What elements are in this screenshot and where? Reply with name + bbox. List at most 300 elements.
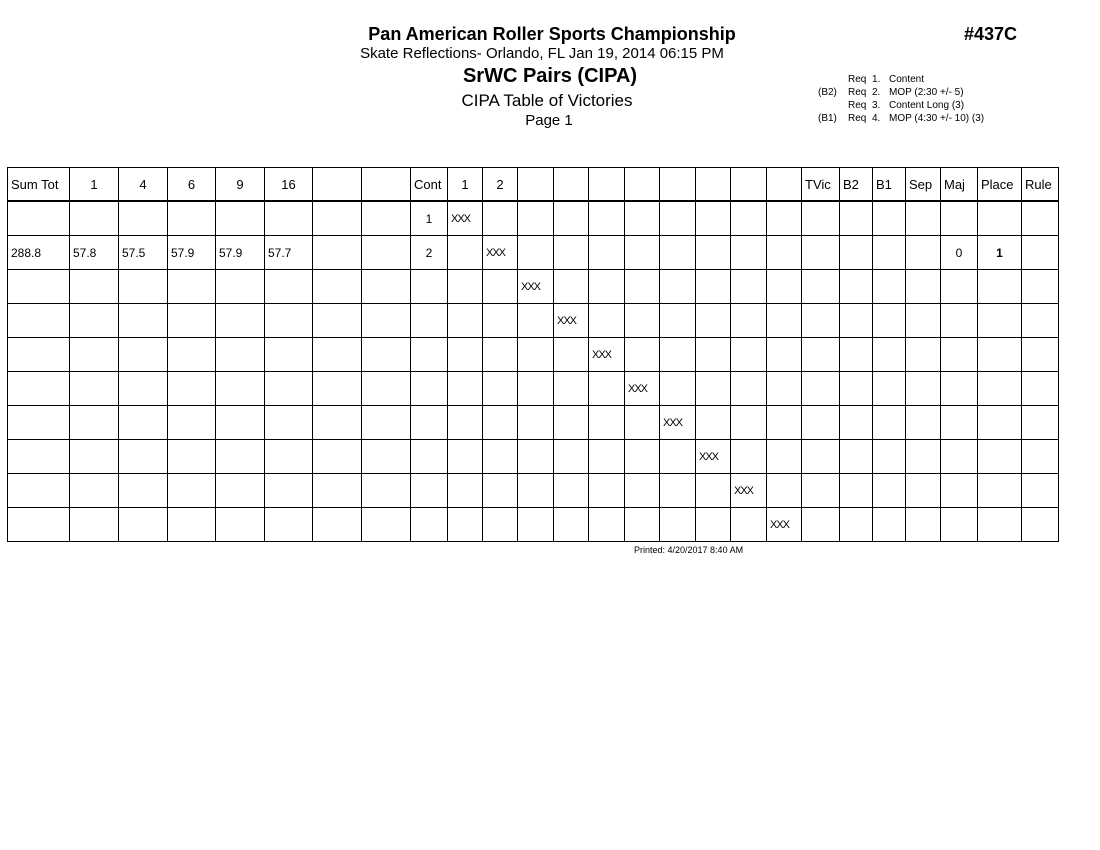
table-cell xyxy=(625,406,660,440)
place-cell xyxy=(978,372,1022,406)
table-cell xyxy=(660,474,696,508)
table-cell xyxy=(589,304,625,338)
requirements-legend xyxy=(818,73,984,125)
table-cell xyxy=(660,236,696,270)
column-header: Sum Tot xyxy=(8,168,70,202)
judge-score-cell xyxy=(168,372,216,406)
requirement-row xyxy=(818,73,984,86)
table-cell xyxy=(554,236,589,270)
place-cell xyxy=(978,201,1022,236)
contestant-cell xyxy=(411,440,448,474)
table-row xyxy=(8,406,1059,440)
table-cell xyxy=(906,270,941,304)
table-cell xyxy=(906,236,941,270)
printed-timestamp: Printed: 4/20/2017 8:40 AM xyxy=(634,545,744,555)
table-cell xyxy=(1022,304,1059,338)
table-cell xyxy=(767,440,802,474)
sum-total-cell xyxy=(8,338,70,372)
table-cell xyxy=(1022,201,1059,236)
judge-score-cell xyxy=(168,440,216,474)
table-cell xyxy=(696,304,731,338)
table-cell xyxy=(731,508,767,542)
judge-score-cell xyxy=(119,372,168,406)
table-cell xyxy=(589,372,625,406)
table-cell xyxy=(731,440,767,474)
place-cell xyxy=(978,508,1022,542)
table-cell xyxy=(518,440,554,474)
table-cell xyxy=(873,372,906,406)
table-cell xyxy=(906,338,941,372)
table-cell xyxy=(802,270,840,304)
cross-mark-cell: XXX xyxy=(518,270,554,304)
table-cell xyxy=(554,440,589,474)
table-cell xyxy=(660,338,696,372)
majority-cell xyxy=(941,201,978,236)
column-header: 1 xyxy=(448,168,483,202)
column-header: Place xyxy=(978,168,1022,202)
table-cell xyxy=(518,474,554,508)
table-cell xyxy=(448,406,483,440)
table-cell xyxy=(483,406,518,440)
column-header: Sep xyxy=(906,168,941,202)
table-cell xyxy=(873,508,906,542)
table-cell xyxy=(660,201,696,236)
table-cell xyxy=(840,236,873,270)
requirement-code: (B1) xyxy=(818,113,837,124)
table-cell xyxy=(660,304,696,338)
table-cell xyxy=(840,372,873,406)
table-cell xyxy=(362,338,411,372)
table-cell xyxy=(313,338,362,372)
table-cell xyxy=(518,338,554,372)
table-cell xyxy=(906,508,941,542)
table-cell xyxy=(696,201,731,236)
table-cell xyxy=(767,406,802,440)
table-cell xyxy=(873,338,906,372)
judge-score-cell xyxy=(265,201,313,236)
table-cell xyxy=(906,201,941,236)
cross-mark-cell: XXX xyxy=(589,338,625,372)
table-cell xyxy=(554,474,589,508)
table-cell xyxy=(448,440,483,474)
majority-cell xyxy=(941,304,978,338)
table-cell xyxy=(873,304,906,338)
column-header: 1 xyxy=(70,168,119,202)
table-cell xyxy=(906,304,941,338)
majority-cell: 0 xyxy=(941,236,978,270)
sum-total-cell xyxy=(8,270,70,304)
judge-score-cell: 57.5 xyxy=(119,236,168,270)
table-cell xyxy=(840,270,873,304)
judge-score-cell: 57.9 xyxy=(168,236,216,270)
judge-score-cell xyxy=(168,304,216,338)
table-row xyxy=(8,372,1059,406)
place-cell xyxy=(978,474,1022,508)
requirement-code xyxy=(818,73,848,86)
table-cell xyxy=(625,508,660,542)
table-cell xyxy=(448,270,483,304)
column-header: B2 xyxy=(840,168,873,202)
judge-score-cell xyxy=(168,406,216,440)
table-cell xyxy=(1022,406,1059,440)
column-header: Rule xyxy=(1022,168,1059,202)
table-row xyxy=(8,338,1059,372)
column-header xyxy=(589,168,625,202)
table-cell xyxy=(362,304,411,338)
table-cell xyxy=(696,508,731,542)
table-cell xyxy=(731,236,767,270)
table-cell xyxy=(483,304,518,338)
table-cell xyxy=(696,406,731,440)
table-cell xyxy=(554,372,589,406)
table-cell xyxy=(767,270,802,304)
cross-mark-cell: XXX xyxy=(731,474,767,508)
requirement-label: Req xyxy=(848,87,867,98)
column-header: 6 xyxy=(168,168,216,202)
table-cell xyxy=(448,508,483,542)
table-cell xyxy=(448,236,483,270)
table-cell xyxy=(840,406,873,440)
judge-score-cell xyxy=(168,508,216,542)
table-cell xyxy=(873,474,906,508)
sum-total-cell: 288.8 xyxy=(8,236,70,270)
judge-score-cell xyxy=(70,338,119,372)
table-cell xyxy=(362,474,411,508)
requirement-code: (B2) xyxy=(818,87,837,98)
table-cell xyxy=(660,440,696,474)
requirement-row xyxy=(818,112,984,125)
table-cell xyxy=(1022,372,1059,406)
table-cell xyxy=(731,304,767,338)
table-cell xyxy=(767,201,802,236)
column-header xyxy=(767,168,802,202)
table-cell xyxy=(362,440,411,474)
table-cell xyxy=(802,338,840,372)
table-cell xyxy=(802,508,840,542)
cross-mark-cell: XXX xyxy=(696,440,731,474)
contestant-cell xyxy=(411,304,448,338)
table-cell xyxy=(906,474,941,508)
judge-score-cell xyxy=(70,304,119,338)
report-subtitle: CIPA Table of Victories xyxy=(461,91,633,110)
requirement-code xyxy=(818,99,848,112)
table-cell xyxy=(1022,338,1059,372)
column-header: Cont xyxy=(411,168,448,202)
table-cell xyxy=(554,270,589,304)
judge-score-cell: 57.7 xyxy=(265,236,313,270)
table-cell xyxy=(554,201,589,236)
cross-mark-cell: XXX xyxy=(483,236,518,270)
venue-line: Skate Reflections- Orlando, FL Jan 19, 2014 06:15 PM xyxy=(360,45,724,62)
majority-cell xyxy=(941,406,978,440)
column-header: 9 xyxy=(216,168,265,202)
contestant-cell xyxy=(411,474,448,508)
place-cell xyxy=(978,338,1022,372)
table-cell xyxy=(802,201,840,236)
table-cell xyxy=(873,236,906,270)
majority-cell xyxy=(941,270,978,304)
table-row xyxy=(8,304,1059,338)
contestant-cell xyxy=(411,338,448,372)
table-cell xyxy=(362,406,411,440)
table-header-row xyxy=(8,168,1059,202)
judge-score-cell xyxy=(265,406,313,440)
requirement-text: Content xyxy=(889,74,925,85)
requirement-row xyxy=(818,99,984,112)
table-cell xyxy=(518,508,554,542)
table-cell xyxy=(625,474,660,508)
table-cell xyxy=(625,440,660,474)
table-cell xyxy=(696,236,731,270)
table-cell xyxy=(731,372,767,406)
column-header xyxy=(554,168,589,202)
sum-total-cell xyxy=(8,406,70,440)
event-title: SrWC Pairs (CIPA) xyxy=(462,65,638,87)
judge-score-cell xyxy=(216,474,265,508)
table-cell xyxy=(625,270,660,304)
sum-total-cell xyxy=(8,372,70,406)
sum-total-cell xyxy=(8,201,70,236)
requirement-number: 4. xyxy=(872,113,881,124)
table-cell xyxy=(362,508,411,542)
table-cell xyxy=(767,236,802,270)
column-header xyxy=(660,168,696,202)
contestant-cell xyxy=(411,406,448,440)
table-cell xyxy=(802,236,840,270)
table-cell xyxy=(660,372,696,406)
judge-score-cell xyxy=(70,508,119,542)
table-cell xyxy=(483,372,518,406)
requirement-number: 2. xyxy=(872,87,881,98)
table-cell xyxy=(1022,508,1059,542)
table-cell xyxy=(448,372,483,406)
table-cell xyxy=(802,372,840,406)
requirement-label: Req xyxy=(848,113,867,124)
judge-score-cell xyxy=(265,270,313,304)
table-cell xyxy=(362,236,411,270)
table-cell xyxy=(313,236,362,270)
sheet-number: #437C xyxy=(964,24,1018,44)
table-cell xyxy=(625,338,660,372)
judge-score-cell xyxy=(216,372,265,406)
judge-score-cell: 57.9 xyxy=(216,236,265,270)
table-cell xyxy=(448,338,483,372)
table-cell xyxy=(767,372,802,406)
judge-score-cell xyxy=(216,304,265,338)
judge-score-cell xyxy=(216,406,265,440)
table-cell xyxy=(313,440,362,474)
table-cell xyxy=(873,406,906,440)
majority-cell xyxy=(941,372,978,406)
table-cell xyxy=(840,440,873,474)
column-header xyxy=(518,168,554,202)
cross-mark-cell: XXX xyxy=(448,201,483,236)
column-header xyxy=(313,168,362,202)
judge-score-cell xyxy=(216,338,265,372)
table-cell xyxy=(362,270,411,304)
column-header: 4 xyxy=(119,168,168,202)
contestant-cell xyxy=(411,508,448,542)
table-cell xyxy=(873,201,906,236)
table-cell xyxy=(362,372,411,406)
table-cell xyxy=(767,474,802,508)
table-cell xyxy=(873,270,906,304)
table-cell xyxy=(840,508,873,542)
judge-score-cell xyxy=(119,304,168,338)
judge-score-cell xyxy=(119,440,168,474)
table-cell xyxy=(840,338,873,372)
majority-cell xyxy=(941,474,978,508)
table-cell xyxy=(696,372,731,406)
table-cell xyxy=(313,270,362,304)
table-cell xyxy=(554,338,589,372)
table-cell xyxy=(696,338,731,372)
table-cell xyxy=(731,338,767,372)
column-header xyxy=(625,168,660,202)
table-cell xyxy=(802,406,840,440)
table-cell xyxy=(518,372,554,406)
judge-score-cell xyxy=(70,440,119,474)
column-header xyxy=(696,168,731,202)
requirement-label: Req xyxy=(848,100,867,111)
judge-score-cell xyxy=(119,474,168,508)
table-cell xyxy=(731,201,767,236)
judge-score-cell xyxy=(70,372,119,406)
sum-total-cell xyxy=(8,474,70,508)
cross-mark-cell: XXX xyxy=(625,372,660,406)
table-cell xyxy=(906,406,941,440)
table-cell xyxy=(840,304,873,338)
judge-score-cell xyxy=(265,440,313,474)
table-cell xyxy=(696,474,731,508)
table-cell xyxy=(802,304,840,338)
table-cell xyxy=(589,508,625,542)
table-row xyxy=(8,236,1059,270)
victories-table xyxy=(7,167,1059,542)
table-cell xyxy=(554,406,589,440)
table-row xyxy=(8,201,1059,236)
table-cell xyxy=(660,508,696,542)
table-cell xyxy=(313,304,362,338)
judge-score-cell xyxy=(168,201,216,236)
table-cell xyxy=(313,406,362,440)
table-cell xyxy=(483,440,518,474)
table-cell xyxy=(660,270,696,304)
table-cell xyxy=(518,304,554,338)
judge-score-cell xyxy=(119,270,168,304)
cross-mark-cell: XXX xyxy=(554,304,589,338)
table-cell xyxy=(802,440,840,474)
requirement-number: 1. xyxy=(872,74,881,85)
judge-score-cell xyxy=(265,338,313,372)
table-cell xyxy=(1022,440,1059,474)
judge-score-cell xyxy=(70,406,119,440)
requirement-text: MOP (4:30 +/- 10) (3) xyxy=(889,113,985,124)
table-cell xyxy=(767,338,802,372)
table-cell xyxy=(840,474,873,508)
table-cell xyxy=(448,304,483,338)
column-header: TVic xyxy=(802,168,840,202)
table-row xyxy=(8,440,1059,474)
table-cell xyxy=(625,201,660,236)
table-cell xyxy=(313,201,362,236)
requirement-label: Req xyxy=(848,74,867,85)
judge-score-cell xyxy=(265,508,313,542)
table-cell xyxy=(906,440,941,474)
column-header xyxy=(731,168,767,202)
sum-total-cell xyxy=(8,304,70,338)
column-header: 16 xyxy=(265,168,313,202)
judge-score-cell xyxy=(168,270,216,304)
requirement-number: 3. xyxy=(872,100,881,111)
table-cell xyxy=(589,474,625,508)
table-cell xyxy=(554,508,589,542)
table-cell xyxy=(589,440,625,474)
judge-score-cell xyxy=(168,338,216,372)
page-number: Page 1 xyxy=(525,112,573,129)
table-cell xyxy=(906,372,941,406)
cross-mark-cell: XXX xyxy=(767,508,802,542)
table-cell xyxy=(1022,474,1059,508)
table-row xyxy=(8,270,1059,304)
column-header: Maj xyxy=(941,168,978,202)
table-cell xyxy=(589,236,625,270)
requirement-row xyxy=(818,86,984,99)
judge-score-cell: 57.8 xyxy=(70,236,119,270)
table-cell xyxy=(483,338,518,372)
table-cell xyxy=(802,474,840,508)
table-cell xyxy=(731,270,767,304)
contestant-cell xyxy=(411,270,448,304)
report-title: Pan American Roller Sports Championship xyxy=(368,24,736,44)
table-cell xyxy=(625,236,660,270)
place-cell xyxy=(978,270,1022,304)
table-cell xyxy=(731,406,767,440)
table-cell xyxy=(483,474,518,508)
judge-score-cell xyxy=(70,474,119,508)
cross-mark-cell: XXX xyxy=(660,406,696,440)
place-cell: 1 xyxy=(978,236,1022,270)
column-header: 2 xyxy=(483,168,518,202)
table-cell xyxy=(518,201,554,236)
judge-score-cell xyxy=(119,406,168,440)
place-cell xyxy=(978,406,1022,440)
majority-cell xyxy=(941,440,978,474)
table-cell xyxy=(873,440,906,474)
judge-score-cell xyxy=(119,201,168,236)
table-cell xyxy=(589,406,625,440)
table-cell xyxy=(483,270,518,304)
table-cell xyxy=(767,304,802,338)
majority-cell xyxy=(941,338,978,372)
table-cell xyxy=(313,474,362,508)
table-row xyxy=(8,474,1059,508)
table-cell xyxy=(1022,270,1059,304)
table-row xyxy=(8,508,1059,542)
table-cell xyxy=(518,406,554,440)
judge-score-cell xyxy=(216,440,265,474)
table-cell xyxy=(518,236,554,270)
sum-total-cell xyxy=(8,440,70,474)
requirement-text: MOP (2:30 +/- 5) xyxy=(889,87,964,98)
table-cell xyxy=(313,372,362,406)
judge-score-cell xyxy=(265,304,313,338)
column-header xyxy=(362,168,411,202)
table-cell xyxy=(483,508,518,542)
table-cell xyxy=(625,304,660,338)
table-cell xyxy=(589,270,625,304)
judge-score-cell xyxy=(265,474,313,508)
